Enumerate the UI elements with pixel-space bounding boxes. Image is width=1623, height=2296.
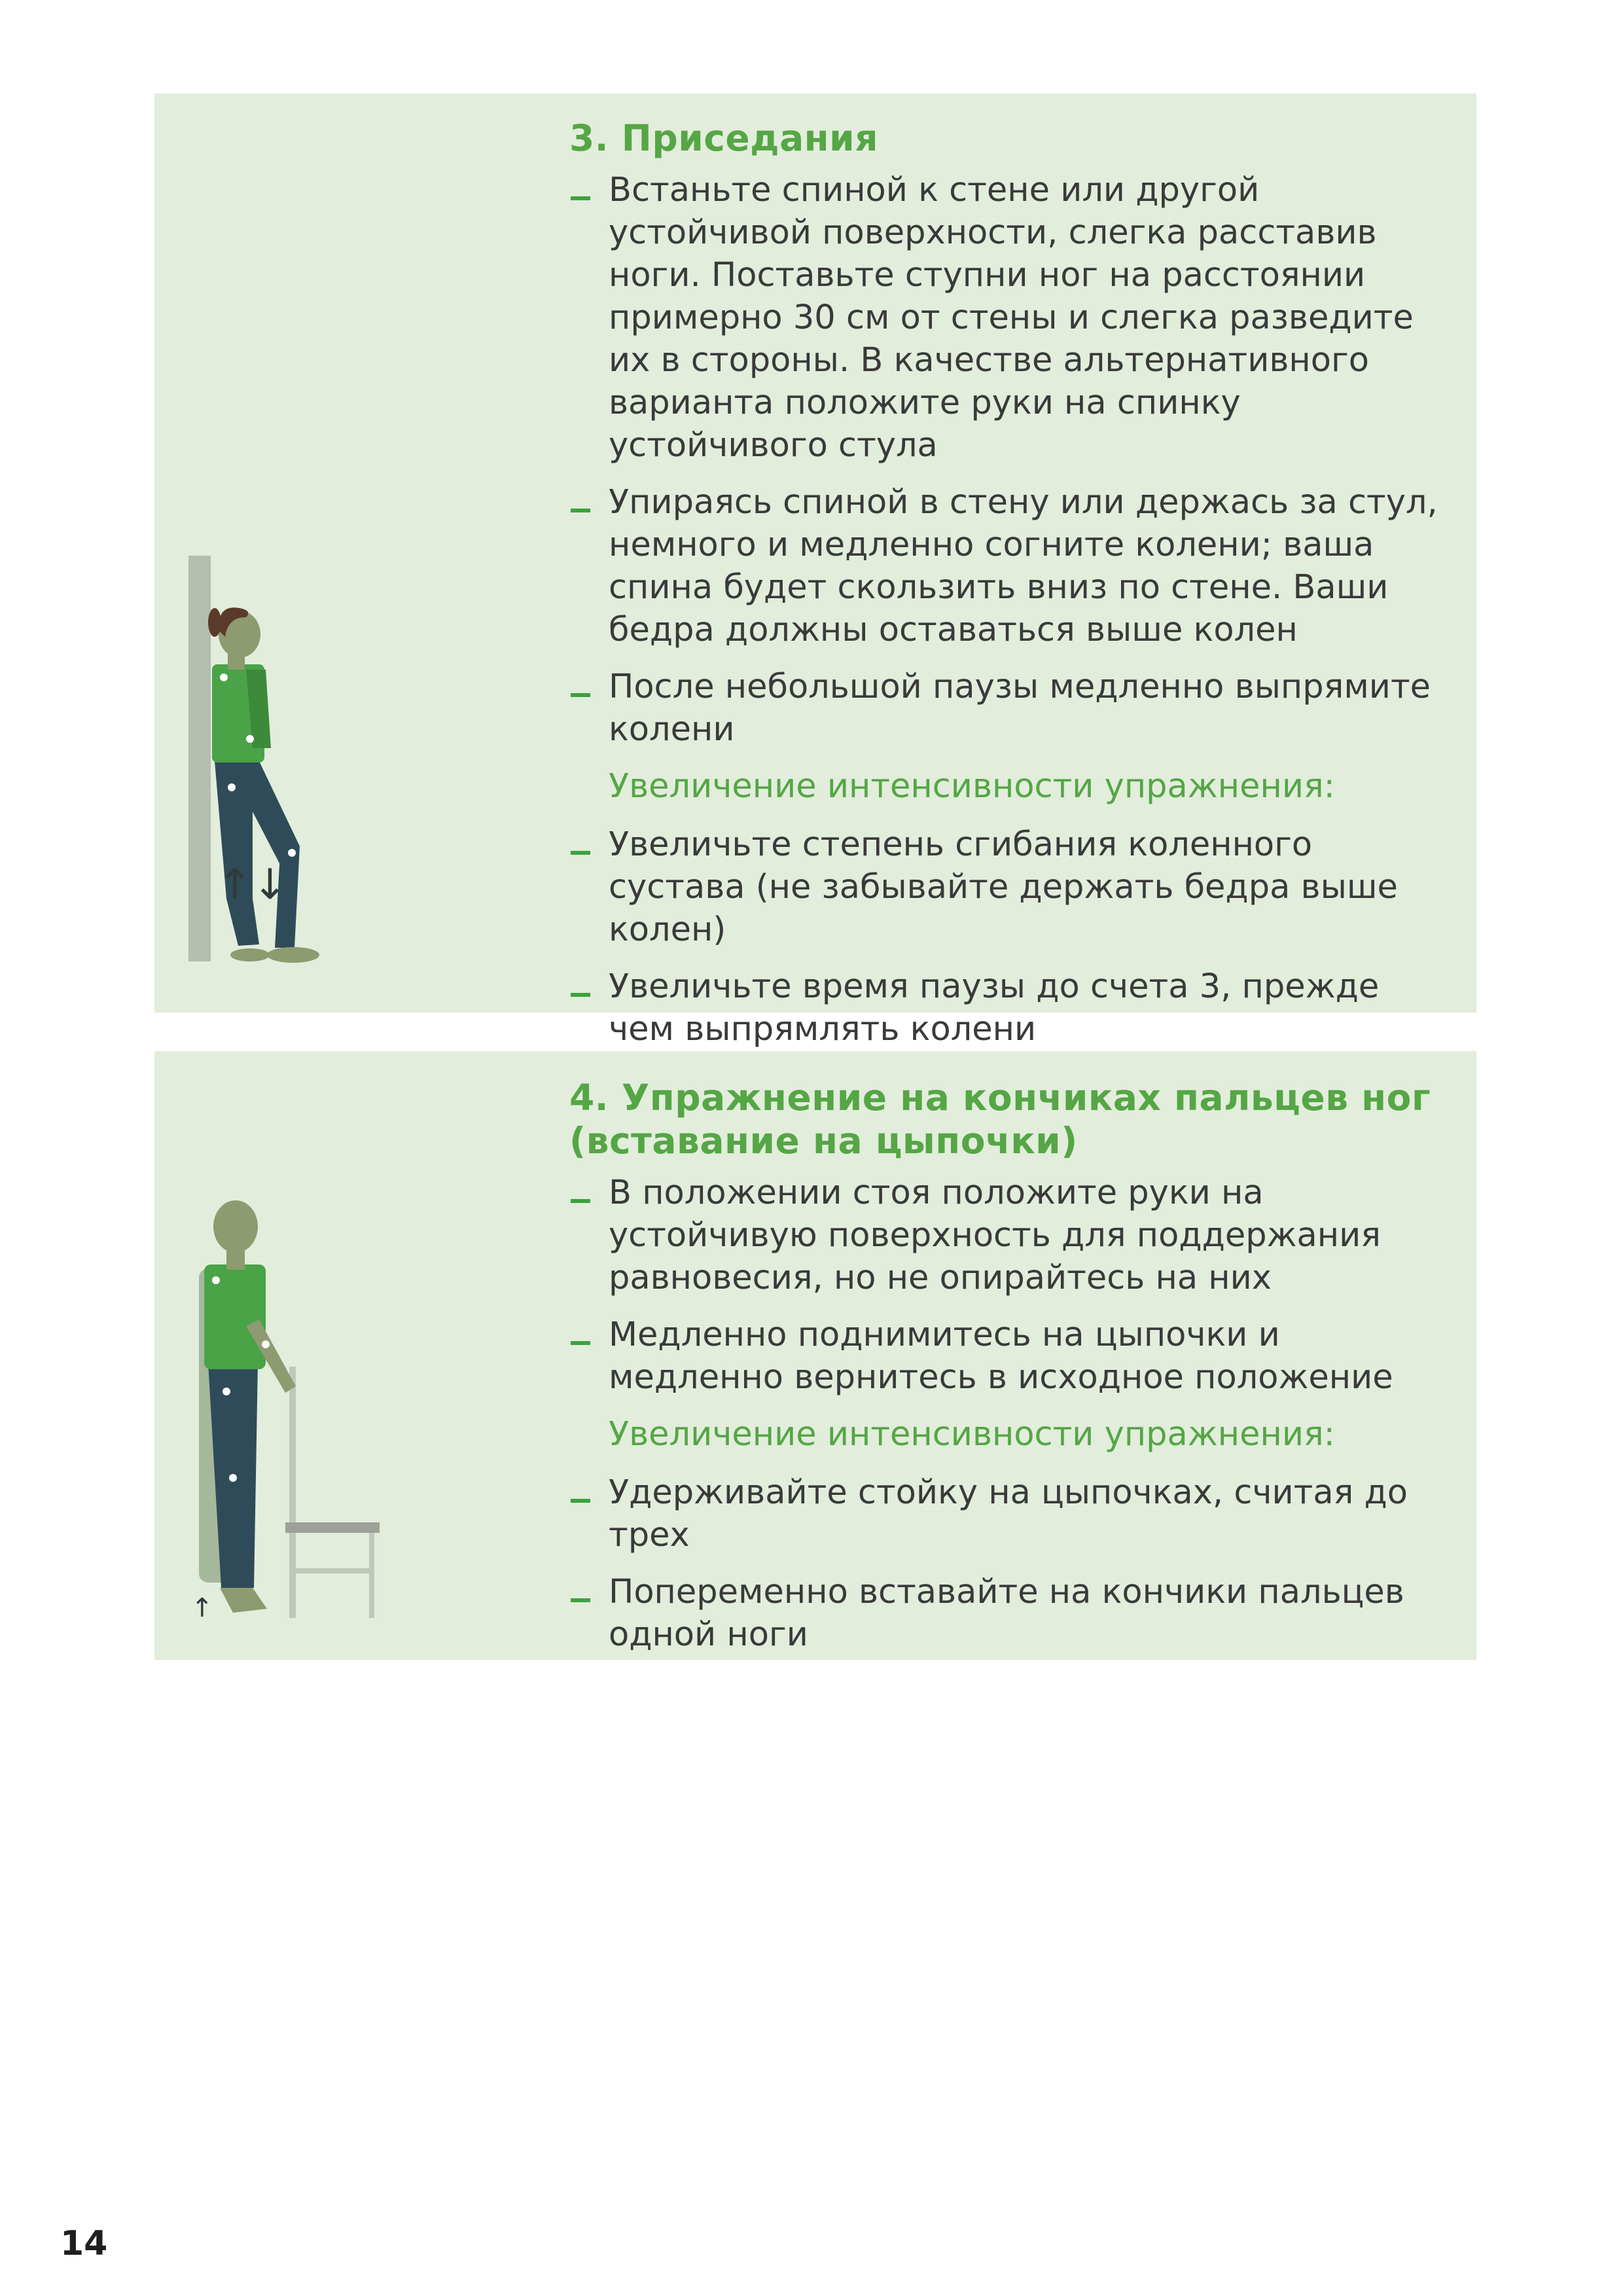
- exercise-text: [569, 117, 1446, 1065]
- head: [213, 1200, 258, 1253]
- intensity-item: Увеличьте степень сгибания коленного сустава (не забывайте держать бедра выше колен): [569, 823, 1446, 951]
- joint-marker: [262, 1340, 270, 1348]
- exercise-text: [569, 1076, 1446, 1670]
- joint-marker: [246, 735, 254, 743]
- step-item: Медленно поднимитесь на цыпочки и медленно вернитесь в исходное положение: [569, 1314, 1446, 1399]
- step-item: В положении стоя положите руки на устойчивую поверхность для поддержания равновесия, но не опирайтесь на них: [569, 1172, 1446, 1299]
- joint-marker: [223, 1388, 230, 1395]
- tiptoe-feet: [220, 1588, 267, 1613]
- exercise-card-squats: [154, 94, 1476, 1049]
- movement-arrow: ↑: [191, 1593, 213, 1623]
- chair-leg: [369, 1533, 374, 1618]
- exercise-card-tiptoe: [154, 1051, 1476, 1660]
- intensity-heading: Увеличение интенсивности упражнения:: [609, 1415, 1335, 1454]
- exercise-title: 3. Приседания: [569, 117, 879, 159]
- joint-marker: [220, 673, 228, 681]
- page-number: 14: [60, 2224, 108, 2263]
- step-item: Встаньте спиной к стене или другой устойчивой поверхности, слегка расставив ноги. Поставьте ступни ног на расстоянии примерно 30 см от стены и слегка разведите их в стороны. В качестве альтернативного варианта положите руки на спинку устойчивого стула: [569, 169, 1446, 467]
- back-foot: [230, 948, 270, 961]
- intensity-list: [569, 1471, 1446, 1656]
- chair-rail: [291, 1568, 374, 1573]
- intensity-list: [569, 823, 1446, 1050]
- chair-leg: [291, 1533, 296, 1618]
- ponytail: [208, 608, 221, 637]
- step-item: Упираясь спиной в стену или держась за стул, немного и медленно согните колени; ваша спина будет скользить вниз по стене. Ваши бедра должны оставаться выше колен: [569, 481, 1446, 651]
- joint-marker: [212, 1276, 220, 1284]
- joint-marker: [228, 783, 236, 791]
- exercise-title: 4. Упражнение на кончиках пальцев ног (вставание на цыпочки): [569, 1077, 1431, 1162]
- front-foot: [267, 947, 319, 963]
- step-item: После небольшой паузы медленно выпрямите колени: [569, 666, 1446, 751]
- intensity-item: Удерживайте стойку на цыпочках, считая до трех: [569, 1471, 1446, 1556]
- joint-marker: [229, 1474, 237, 1482]
- movement-arrows: ↑↓: [217, 861, 288, 909]
- intensity-item: Увеличьте время паузы до счета 3, прежде чем выпрямлять колени: [569, 965, 1446, 1050]
- wall: [188, 556, 211, 961]
- joint-marker: [288, 849, 296, 857]
- intensity-heading: Увеличение интенсивности упражнения:: [609, 767, 1335, 806]
- chair-seat: [285, 1522, 380, 1533]
- steps-list: [569, 1172, 1446, 1399]
- intensity-item: Попеременно вставайте на кончики пальцев одной ноги: [569, 1571, 1446, 1656]
- steps-list: [569, 169, 1446, 751]
